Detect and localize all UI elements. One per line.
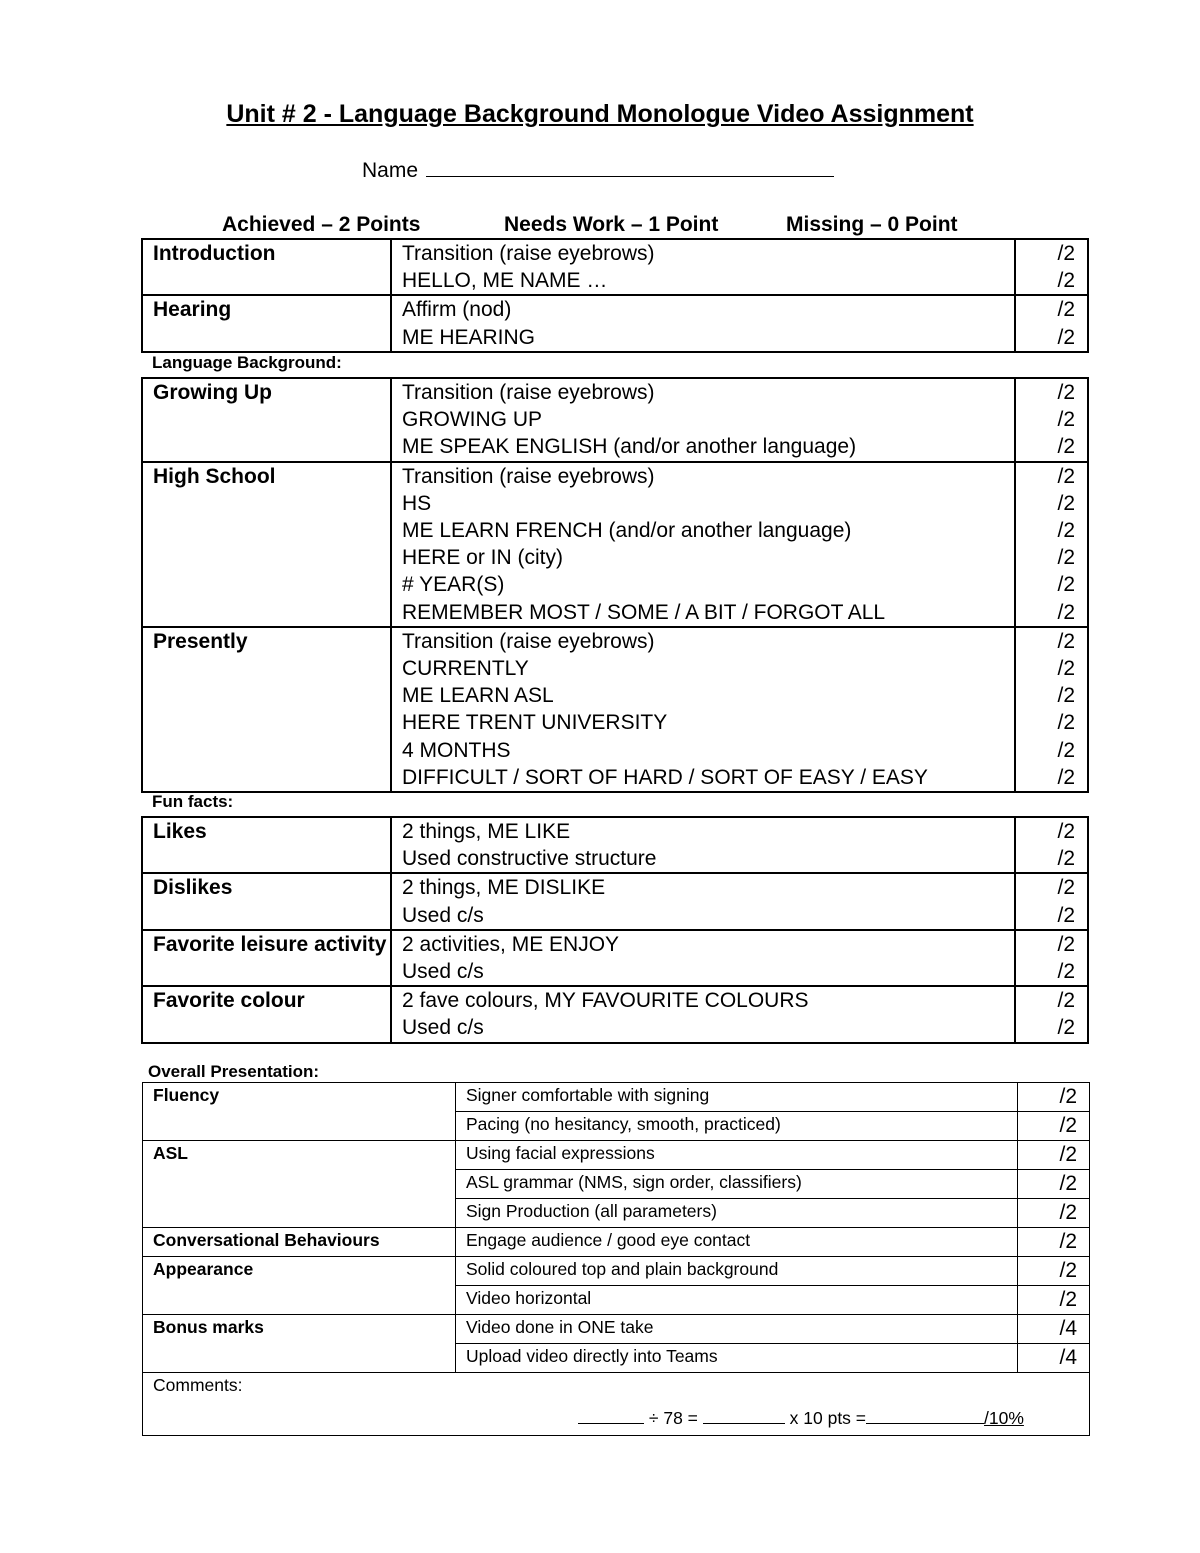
overall-points: /2: [1018, 1170, 1090, 1199]
criterion: HERE TRENT UNIVERSITY: [402, 711, 668, 735]
points-value: /2: [1057, 546, 1075, 570]
points-value: /2: [1057, 381, 1075, 404]
points-value: /2: [1057, 765, 1075, 789]
points-cell: [1015, 295, 1088, 351]
overall-criterion: Solid coloured top and plain background: [456, 1257, 1018, 1286]
criterion: 2 things, ME DISLIKE: [402, 876, 606, 900]
points-value: /2: [1057, 464, 1075, 488]
overall-points: /2: [1018, 1257, 1090, 1286]
overall-category-fluency: Fluency: [143, 1083, 456, 1141]
overall-points: /4: [1018, 1344, 1090, 1373]
divide-text: ÷ 78 =: [648, 1408, 698, 1428]
overall-row: [143, 1141, 1090, 1170]
overall-points: /2: [1018, 1112, 1090, 1141]
overall-points: /2: [1018, 1228, 1090, 1257]
overall-category-conversational-behaviours: Conversational Behaviours: [143, 1228, 456, 1257]
points-value: /2: [1057, 738, 1075, 762]
points-value: /2: [1057, 960, 1075, 984]
overall-points: /2: [1018, 1141, 1090, 1170]
criteria-cell: [391, 930, 1015, 986]
criteria-cell: [391, 817, 1015, 873]
criterion: DIFFICULT / SORT OF HARD / SORT OF EASY / EASY: [402, 765, 928, 789]
criteria-cell: [391, 239, 1015, 295]
criteria-cell: [391, 295, 1015, 351]
rubric-row-favorite-colour: [142, 986, 1088, 1042]
points-value: /2: [1057, 847, 1075, 871]
category-label: Hearing: [142, 295, 391, 351]
category-label: Favorite leisure activity: [142, 930, 391, 986]
criterion: Affirm (nod): [402, 298, 512, 322]
criterion: Used constructive structure: [402, 847, 657, 871]
points-value: /2: [1057, 820, 1075, 843]
points-value: /2: [1057, 435, 1075, 459]
criterion: Used c/s: [402, 960, 484, 984]
category-label: Introduction: [142, 239, 391, 295]
fun-facts-heading: Fun facts:: [152, 792, 234, 811]
category-label: Dislikes: [142, 873, 391, 929]
rubric-row-favorite-leisure-activity: [142, 930, 1088, 986]
legend-achieved: Achieved – 2 Points: [222, 213, 421, 236]
times-text: x 10 pts =: [789, 1408, 867, 1428]
criterion: REMEMBER MOST / SOME / A BIT / FORGOT ALL: [402, 600, 886, 624]
criterion: 2 things, ME LIKE: [402, 820, 571, 843]
criterion: HELLO, ME NAME …: [402, 269, 608, 293]
points-cell: [1015, 873, 1088, 929]
points-value: /2: [1057, 573, 1075, 597]
overall-category-asl: ASL: [143, 1141, 456, 1228]
criteria-cell: [391, 378, 1015, 462]
points-cell: [1015, 627, 1088, 792]
legend-needs-work: Needs Work – 1 Point: [504, 213, 719, 236]
overall-row: [143, 1083, 1090, 1112]
criterion: Transition (raise eyebrows): [402, 242, 655, 265]
criterion: 4 MONTHS: [402, 738, 511, 762]
points-cell: [1015, 986, 1088, 1042]
rubric-row-dislikes: [142, 873, 1088, 929]
points-value: /2: [1057, 657, 1075, 681]
criteria-cell: [391, 873, 1015, 929]
points-value: /2: [1057, 903, 1075, 927]
points-value: /2: [1057, 298, 1075, 322]
criterion: 2 fave colours, MY FAVOURITE COLOURS: [402, 989, 809, 1013]
points-value: /2: [1057, 629, 1075, 653]
overall-presentation-table: [142, 1082, 1090, 1436]
rubric-row-introduction: [142, 239, 1088, 295]
points-value: /2: [1057, 932, 1075, 956]
rubric-row-growing-up: [142, 378, 1088, 462]
points-value: /2: [1057, 600, 1075, 624]
name-label: Name: [362, 159, 419, 182]
criterion: HS: [402, 491, 432, 515]
points-cell: [1015, 817, 1088, 873]
rubric-row-presently: [142, 627, 1088, 792]
language-background-table: [141, 377, 1089, 793]
overall-criterion: Sign Production (all parameters): [456, 1199, 1018, 1228]
overall-criterion: Upload video directly into Teams: [456, 1344, 1018, 1373]
overall-points: /4: [1018, 1315, 1090, 1344]
criterion: HERE or IN (city): [402, 546, 564, 570]
criterion: ME LEARN ASL: [402, 684, 554, 708]
criterion: Used c/s: [402, 903, 484, 927]
overall-criterion: ASL grammar (NMS, sign order, classifiers): [456, 1170, 1018, 1199]
overall-category-appearance: Appearance: [143, 1257, 456, 1315]
overall-criterion: Pacing (no hesitancy, smooth, practiced): [456, 1112, 1018, 1141]
overall-row: [143, 1315, 1090, 1344]
criterion: ME SPEAK ENGLISH (and/or another language): [402, 435, 857, 459]
score-blank[interactable]: [578, 1409, 644, 1424]
grade-formula: [578, 1406, 1024, 1430]
points-value: /2: [1057, 684, 1075, 708]
criterion: ME LEARN FRENCH (and/or another language): [402, 519, 852, 543]
points-value: /2: [1057, 876, 1075, 900]
points-value: /2: [1057, 519, 1075, 543]
criteria-cell: [391, 986, 1015, 1042]
overall-category-bonus-marks: Bonus marks: [143, 1315, 456, 1373]
name-blank-line[interactable]: [426, 158, 834, 177]
page-title: Unit # 2 - Language Background Monologue Video Assignment: [226, 100, 974, 128]
points-cell: [1015, 462, 1088, 627]
overall-points: /2: [1018, 1286, 1090, 1315]
points-value: /2: [1057, 491, 1075, 515]
points-value: /2: [1057, 325, 1075, 349]
result-blank[interactable]: [866, 1409, 984, 1424]
criterion: Transition (raise eyebrows): [402, 381, 655, 404]
points-value: /2: [1057, 269, 1075, 293]
overall-criterion: Engage audience / good eye contact: [456, 1228, 1018, 1257]
criterion: GROWING UP: [402, 408, 542, 432]
fun-facts-table: [141, 816, 1089, 1044]
overall-criterion: Using facial expressions: [456, 1141, 1018, 1170]
points-value: /2: [1057, 989, 1075, 1013]
criterion: Transition (raise eyebrows): [402, 629, 655, 653]
intro-rubric-table: [141, 238, 1089, 353]
category-label: Favorite colour: [142, 986, 391, 1042]
category-label: Likes: [142, 817, 391, 873]
comments-cell[interactable]: [143, 1373, 1090, 1436]
category-label: High School: [142, 462, 391, 627]
criterion: # YEAR(S): [402, 573, 505, 597]
criterion: CURRENTLY: [402, 657, 529, 681]
rubric-row-high-school: [142, 462, 1088, 627]
criterion: 2 activities, ME ENJOY: [402, 932, 620, 956]
criterion: ME HEARING: [402, 325, 536, 349]
criterion: Transition (raise eyebrows): [402, 464, 655, 488]
overall-points: /2: [1018, 1083, 1090, 1112]
overall-points: /2: [1018, 1199, 1090, 1228]
overall-row: [143, 1228, 1090, 1257]
overall-presentation-heading: Overall Presentation:: [148, 1062, 320, 1081]
criteria-cell: [391, 627, 1015, 792]
criterion: Used c/s: [402, 1016, 484, 1040]
legend-missing: Missing – 0 Point: [786, 213, 958, 236]
category-label: Growing Up: [142, 378, 391, 462]
ratio-blank[interactable]: [703, 1409, 785, 1424]
points-cell: [1015, 378, 1088, 462]
overall-criterion: Video horizontal: [456, 1286, 1018, 1315]
category-label: Presently: [142, 627, 391, 792]
points-value: /2: [1057, 711, 1075, 735]
comments-row: [143, 1373, 1090, 1436]
points-cell: [1015, 930, 1088, 986]
criteria-cell: [391, 462, 1015, 627]
points-value: /2: [1057, 408, 1075, 432]
points-cell: [1015, 239, 1088, 295]
language-background-heading: Language Background:: [152, 353, 342, 372]
name-field[interactable]: [362, 158, 834, 183]
rubric-row-likes: [142, 817, 1088, 873]
points-value: /2: [1057, 1016, 1075, 1040]
overall-row: [143, 1257, 1090, 1286]
points-value: /2: [1057, 242, 1075, 265]
comments-label: Comments:: [153, 1375, 243, 1395]
overall-criterion: Video done in ONE take: [456, 1315, 1018, 1344]
overall-criterion: Signer comfortable with signing: [456, 1083, 1018, 1112]
rubric-row-hearing: [142, 295, 1088, 351]
out-of-text: /10%: [984, 1408, 1024, 1428]
